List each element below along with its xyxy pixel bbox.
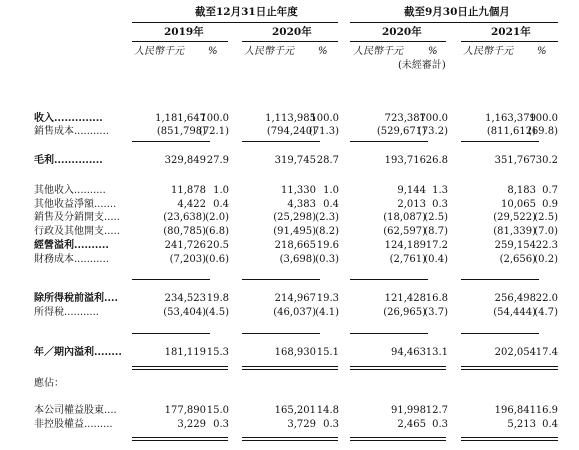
cell-percent: 17.4	[535, 347, 558, 358]
cell-amount: (62,597)	[383, 226, 426, 237]
total-double-rule	[461, 437, 558, 441]
cell-percent: (3.7)	[424, 307, 448, 318]
cell-amount: (794,240)	[266, 126, 316, 137]
group-rule-2	[350, 22, 558, 23]
row-label: 銷售及分銷開支.....	[34, 212, 120, 223]
cell-amount: (54,444)	[493, 307, 536, 318]
cell-amount: (18,087)	[383, 212, 426, 223]
cell-amount: (851,798)	[156, 126, 206, 137]
cell-percent: 0.3	[323, 419, 339, 430]
cell-percent: (8.2)	[315, 226, 339, 237]
cell-percent: 100.0	[200, 113, 229, 124]
cell-amount: 168,930	[274, 347, 316, 358]
cell-amount: (3,698)	[279, 254, 316, 265]
total-double-rule	[350, 366, 446, 370]
cell-percent: 1.3	[432, 185, 448, 196]
cell-amount: 94,463	[391, 347, 426, 358]
cell-amount: (2,761)	[389, 254, 426, 265]
unaudited-note: (未經審計)	[398, 60, 446, 71]
cell-percent: (4.1)	[315, 307, 339, 318]
cell-percent: 15.0	[206, 405, 229, 416]
cell-percent: 19.6	[316, 240, 339, 251]
cell-percent: 0.3	[432, 419, 448, 430]
cell-percent: 22.3	[535, 240, 558, 251]
cell-percent: (4.7)	[534, 307, 558, 318]
cell-amount: (2,656)	[499, 254, 536, 265]
cell-amount: (529,671)	[376, 126, 426, 137]
year-rule	[461, 41, 558, 42]
cell-amount: (26,965)	[383, 307, 426, 318]
cell-amount: 202,054	[494, 347, 536, 358]
total-double-rule	[461, 366, 558, 370]
cell-amount: 177,890	[164, 405, 206, 416]
unit-rmb: 人民幣千元	[353, 46, 403, 57]
cell-percent: 20.5	[206, 240, 229, 251]
cell-percent: (69.8)	[527, 126, 558, 137]
year-2019: 2019年	[164, 26, 204, 38]
subtotal-rule	[242, 333, 320, 334]
cell-amount: (811,612)	[486, 126, 536, 137]
year-2020-b: 2020年	[382, 26, 422, 38]
cell-amount: 196,841	[494, 405, 536, 416]
total-double-rule	[242, 366, 338, 370]
subtotal-rule	[350, 279, 428, 280]
cell-percent: 0.9	[542, 199, 558, 210]
cell-percent: 0.4	[542, 419, 558, 430]
cell-amount: 165,201	[274, 405, 316, 416]
cell-amount: 351,767	[494, 155, 536, 166]
cell-percent: 26.8	[425, 155, 448, 166]
subtotal-rule	[132, 141, 210, 142]
cell-percent: 27.9	[206, 155, 229, 166]
cell-amount: 2,465	[397, 419, 426, 430]
row-label: 財務成本...........	[34, 254, 109, 265]
cell-percent: (71.3)	[308, 126, 339, 137]
cell-percent: 0.7	[542, 185, 558, 196]
year-rule	[350, 41, 446, 42]
subtotal-rule	[350, 141, 428, 142]
cell-percent: 12.7	[425, 405, 448, 416]
cell-amount: 256,498	[494, 293, 536, 304]
unit-pct: %	[537, 46, 547, 57]
unit-pct: %	[208, 46, 218, 57]
cell-amount: 5,213	[507, 419, 536, 430]
row-label: 經營溢利..........	[34, 240, 109, 251]
cell-amount: 9,144	[397, 185, 426, 196]
cell-percent: 14.8	[316, 405, 339, 416]
cell-amount: 91,998	[391, 405, 426, 416]
year-2021: 2021年	[491, 26, 531, 38]
subtotal-rule	[461, 141, 539, 142]
cell-amount: (23,638)	[163, 212, 206, 223]
cell-amount: (81,339)	[493, 226, 536, 237]
cell-amount: 1,163,379	[485, 113, 536, 124]
cell-percent: (2.0)	[205, 212, 229, 223]
subtotal-rule	[242, 279, 320, 280]
cell-percent: (0.2)	[534, 254, 558, 265]
cell-percent: 13.1	[425, 347, 448, 358]
cell-amount: 214,967	[274, 293, 316, 304]
cell-percent: (0.6)	[205, 254, 229, 265]
year-rule	[242, 41, 338, 42]
cell-percent: 15.1	[316, 347, 339, 358]
cell-amount: 181,119	[164, 347, 206, 358]
cell-amount: 218,665	[274, 240, 316, 251]
cell-amount: 319,745	[274, 155, 316, 166]
group-rule-1	[132, 22, 338, 23]
cell-amount: 1,181,647	[155, 113, 206, 124]
cell-percent: (0.3)	[315, 254, 339, 265]
cell-amount: 241,726	[164, 240, 206, 251]
cell-percent: (6.8)	[205, 226, 229, 237]
row-label: 其他收益淨額.......	[34, 199, 117, 210]
cell-percent: 19.8	[206, 293, 229, 304]
subtotal-rule	[242, 141, 320, 142]
row-label: 非控股權益.........	[34, 419, 113, 430]
cell-amount: 723,387	[384, 113, 426, 124]
row-label: 銷售成本...........	[34, 126, 109, 137]
total-double-rule	[350, 437, 446, 441]
cell-percent: (2.5)	[424, 212, 448, 223]
cell-percent: (72.1)	[198, 126, 229, 137]
cell-percent: (2.3)	[315, 212, 339, 223]
row-label: 應佔：	[34, 378, 64, 389]
unit-pct: %	[318, 46, 328, 57]
cell-amount: 8,183	[507, 185, 536, 196]
cell-percent: 0.4	[323, 199, 339, 210]
total-double-rule	[242, 437, 338, 441]
cell-percent: 15.3	[206, 347, 229, 358]
cell-amount: (7,203)	[169, 254, 206, 265]
cell-amount: 11,878	[171, 185, 206, 196]
cell-percent: 0.3	[432, 199, 448, 210]
cell-percent: 17.2	[425, 240, 448, 251]
cell-amount: 4,422	[177, 199, 206, 210]
cell-amount: (91,495)	[273, 226, 316, 237]
unit-rmb: 人民幣千元	[463, 46, 513, 57]
cell-amount: 3,729	[287, 419, 316, 430]
cell-amount: 124,189	[384, 240, 426, 251]
total-double-rule	[132, 437, 228, 441]
cell-percent: 16.9	[535, 405, 558, 416]
subtotal-rule	[461, 279, 539, 280]
cell-percent: (8.7)	[424, 226, 448, 237]
cell-percent: 1.0	[323, 185, 339, 196]
cell-amount: 329,849	[164, 155, 206, 166]
row-label: 收入..............	[34, 113, 103, 124]
cell-amount: (25,298)	[273, 212, 316, 223]
cell-percent: 100.0	[529, 113, 558, 124]
cell-percent: 100.0	[310, 113, 339, 124]
cell-percent: 1.0	[213, 185, 229, 196]
cell-amount: 259,154	[494, 240, 536, 251]
row-label: 毛利..............	[34, 155, 103, 166]
row-label: 年／期內溢利........	[34, 347, 122, 358]
cell-percent: (73.2)	[417, 126, 448, 137]
subtotal-rule	[461, 333, 539, 334]
subtotal-rule	[350, 333, 428, 334]
cell-percent: (7.0)	[534, 226, 558, 237]
cell-percent: 0.4	[213, 199, 229, 210]
cell-percent: 16.8	[425, 293, 448, 304]
cell-percent: 19.3	[316, 293, 339, 304]
cell-amount: 193,716	[384, 155, 426, 166]
cell-amount: 4,383	[287, 199, 316, 210]
year-rule	[132, 41, 228, 42]
cell-percent: 28.7	[316, 155, 339, 166]
row-label: 行政及其他開支.....	[34, 226, 120, 237]
row-label: 所得稅...........	[34, 307, 99, 318]
cell-amount: (53,404)	[163, 307, 206, 318]
subtotal-rule	[132, 279, 210, 280]
cell-amount: 3,229	[177, 419, 206, 430]
cell-percent: 100.0	[419, 113, 448, 124]
cell-percent: 22.0	[535, 293, 558, 304]
cell-percent: 0.3	[213, 419, 229, 430]
cell-amount: 121,428	[384, 293, 426, 304]
unit-rmb: 人民幣千元	[134, 46, 184, 57]
cell-amount: 1,113,985	[265, 113, 316, 124]
cell-amount: (29,522)	[493, 212, 536, 223]
total-double-rule	[132, 366, 228, 370]
row-label: 除所得稅前溢利....	[34, 293, 118, 304]
year-2020-a: 2020年	[272, 26, 312, 38]
cell-amount: 10,065	[501, 199, 536, 210]
cell-amount: 2,013	[397, 199, 426, 210]
header-group-nine-months: 截至9月30日止九個月	[404, 6, 510, 18]
header-group-year: 截至12月31日止年度	[195, 6, 298, 18]
cell-percent: 30.2	[535, 155, 558, 166]
cell-amount: (80,785)	[163, 226, 206, 237]
cell-amount: (46,037)	[273, 307, 316, 318]
cell-percent: (0.4)	[424, 254, 448, 265]
row-label: 其他收入..........	[34, 185, 106, 196]
cell-amount: 234,523	[164, 293, 206, 304]
cell-percent: (2.5)	[534, 212, 558, 223]
subtotal-rule	[132, 333, 210, 334]
unit-rmb: 人民幣千元	[244, 46, 294, 57]
cell-percent: (4.5)	[205, 307, 229, 318]
unit-pct: %	[428, 46, 438, 57]
row-label: 本公司權益股東....	[34, 405, 117, 416]
cell-amount: 11,330	[281, 185, 316, 196]
